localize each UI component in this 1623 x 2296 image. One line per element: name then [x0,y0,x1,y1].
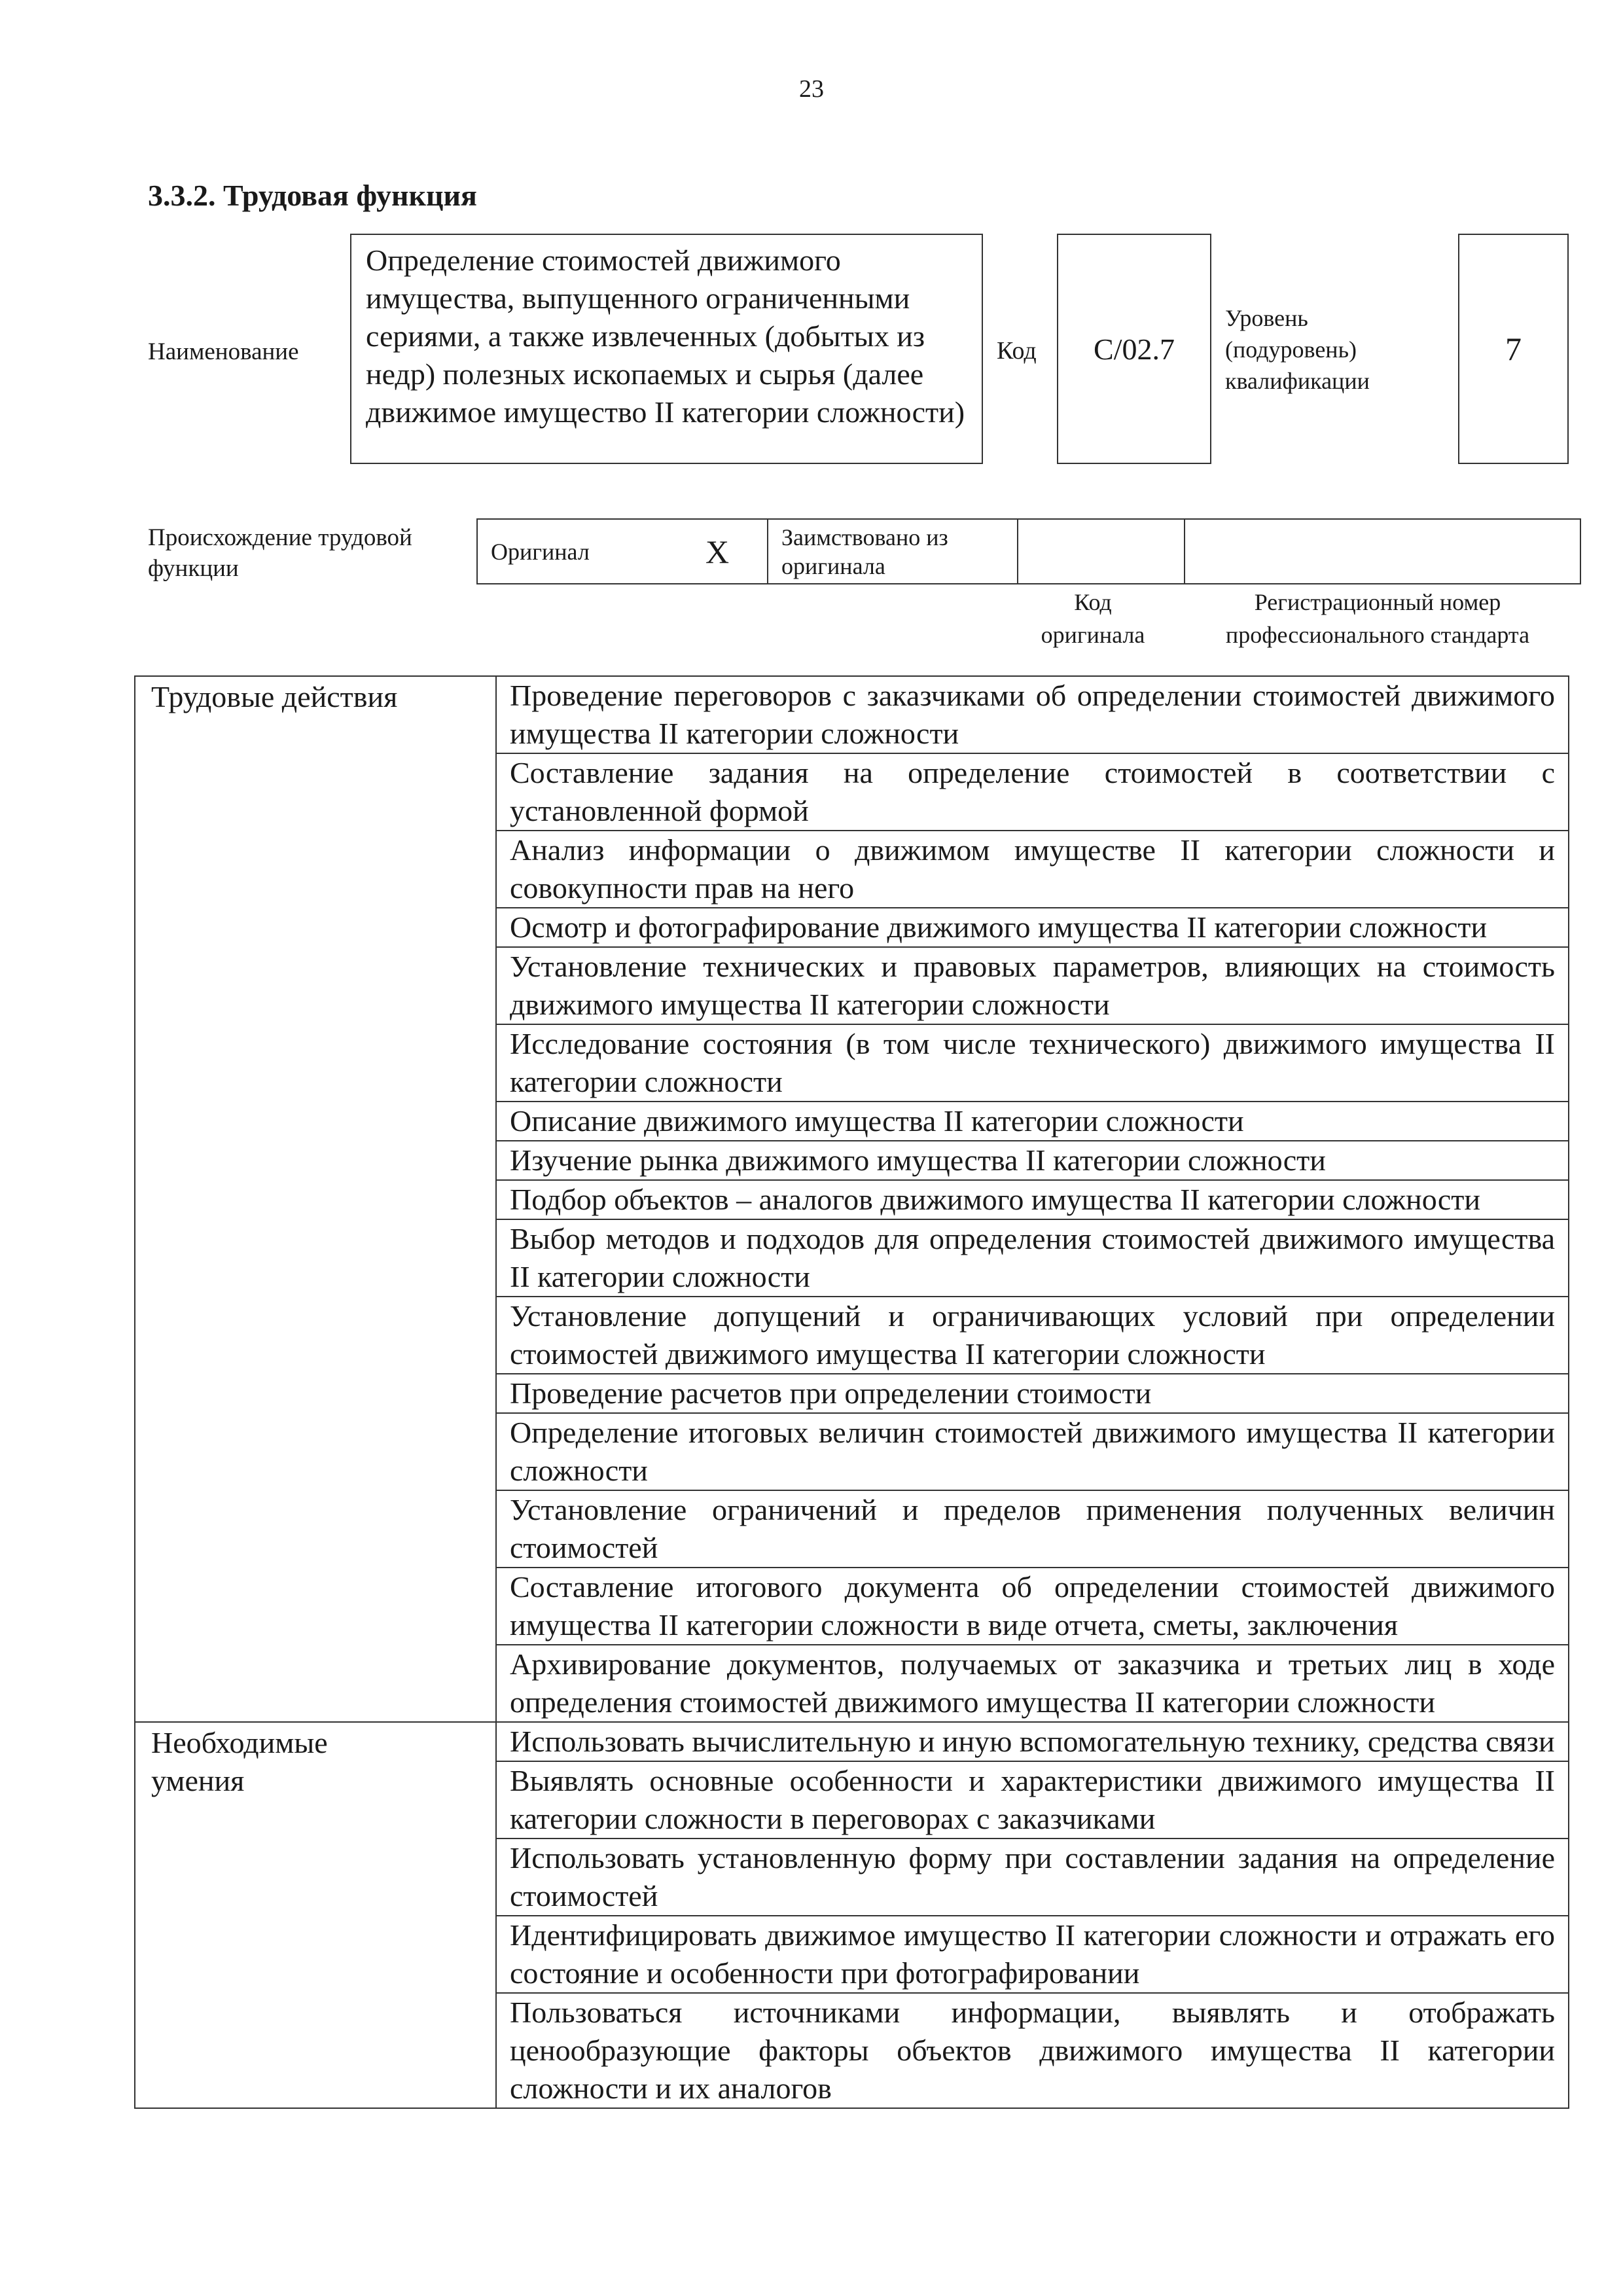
labor-action-item: Анализ информации о движимом имуществе II категории сложности и совокупности прав на него [496,831,1569,908]
labor-action-item: Изучение рынка движимого имущества II категории сложности [496,1141,1569,1180]
original-code-caption [1001,586,1185,651]
labor-action-item: Исследование состояния (в том числе технического) движимого имущества II категории сложности [496,1024,1569,1102]
original-mark: X [705,533,730,570]
required-skills-category [135,1722,496,2108]
function-name-box [350,234,983,464]
qualification-level-box [1458,234,1569,464]
category-title-line: умения [151,1764,245,1797]
original-mark-cell [668,519,768,584]
original-label-cell [477,519,668,584]
labor-action-item: Описание движимого имущества II категории сложности [496,1102,1569,1141]
borrowed-label-cell [768,519,1018,584]
registration-caption [1185,586,1571,651]
category-title: Трудовые действия [151,680,398,713]
function-name-value: Определение стоимостей движимого имущества, выпущенного ограниченными сериями, а также извлеченных (добытых из недр) полезных ископаемых и сырья (далее движимое имущество II категории сложности) [366,243,965,429]
table-row [135,676,1569,753]
section-title: 3.3.2. Трудовая функция [148,179,477,212]
borrowed-label-line: оригинала [781,552,885,579]
name-label: Наименование [148,338,299,365]
code-label: Код [997,337,1037,365]
origin-label-line: Происхождение трудовой [148,524,412,551]
borrowed-label-line: Заимствовано из [781,524,948,550]
labor-action-item: Выбор методов и подходов для определения стоимостей движимого имущества II категории сложности [496,1219,1569,1297]
level-label-line: квалификации [1225,368,1370,394]
level-label-line: Уровень [1225,305,1308,331]
labor-action-item: Установление ограничений и пределов применения полученных величин стоимостей [496,1490,1569,1568]
required-skill-item: Выявлять основные особенности и характеристики движимого имущества II категории сложности в переговорах с заказчиками [496,1761,1569,1839]
caption-line: оригинала [1041,622,1145,648]
origin-table [476,518,1581,584]
caption-line: профессионального стандарта [1225,622,1530,648]
labor-action-item: Осмотр и фотографирование движимого имущества II категории сложности [496,908,1569,947]
original-label: Оригинал [491,538,590,565]
labor-action-item: Проведение расчетов при определении стоимости [496,1374,1569,1413]
labor-action-item: Архивирование документов, получаемых от заказчика и третьих лиц в ходе определения стоимостей движимого имущества II категории сложности [496,1645,1569,1722]
original-code-cell [1018,519,1185,584]
labor-actions-category [135,676,496,1722]
labor-action-item: Определение итоговых величин стоимостей движимого имущества II категории сложности [496,1413,1569,1490]
origin-label [148,522,412,584]
category-title-line: Необходимые [151,1726,328,1759]
origin-label-line: функции [148,555,239,582]
labor-action-item: Установление технических и правовых параметров, влияющих на стоимость движимого имущества II категории сложности [496,947,1569,1024]
table-row [135,1722,1569,1761]
labor-action-item: Установление допущений и ограничивающих условий при определении стоимостей движимого имущества II категории сложности [496,1297,1569,1374]
qualification-level-value: 7 [1505,331,1522,367]
labor-action-item: Составление задания на определение стоимостей в соответствии с установленной формой [496,753,1569,831]
page-number: 23 [799,75,824,103]
code-value: С/02.7 [1094,332,1175,366]
labor-action-item: Подбор объектов – аналогов движимого имущества II категории сложности [496,1180,1569,1219]
caption-line: Код [1074,589,1112,615]
qualification-level-label [1225,302,1370,397]
code-box [1057,234,1211,464]
level-label-line: (подуровень) [1225,336,1357,363]
required-skill-item: Использовать вычислительную и иную вспомогательную технику, средства связи [496,1722,1569,1761]
required-skill-item: Пользоваться источниками информации, выявлять и отображать ценообразующие факторы объектов движимого имущества II категории сложности и их аналогов [496,1993,1569,2108]
registration-number-cell [1185,519,1580,584]
required-skill-item: Использовать установленную форму при составлении задания на определение стоимостей [496,1839,1569,1916]
labor-action-item: Составление итогового документа об определении стоимостей движимого имущества II категории сложности в виде отчета, сметы, заключения [496,1568,1569,1645]
labor-function-table [134,675,1569,2109]
required-skill-item: Идентифицировать движимое имущество II категории сложности и отражать его состояние и особенности при фотографировании [496,1916,1569,1993]
caption-line: Регистрационный номер [1254,589,1501,615]
labor-action-item: Проведение переговоров с заказчиками об определении стоимостей движимого имущества II категории сложности [496,676,1569,753]
